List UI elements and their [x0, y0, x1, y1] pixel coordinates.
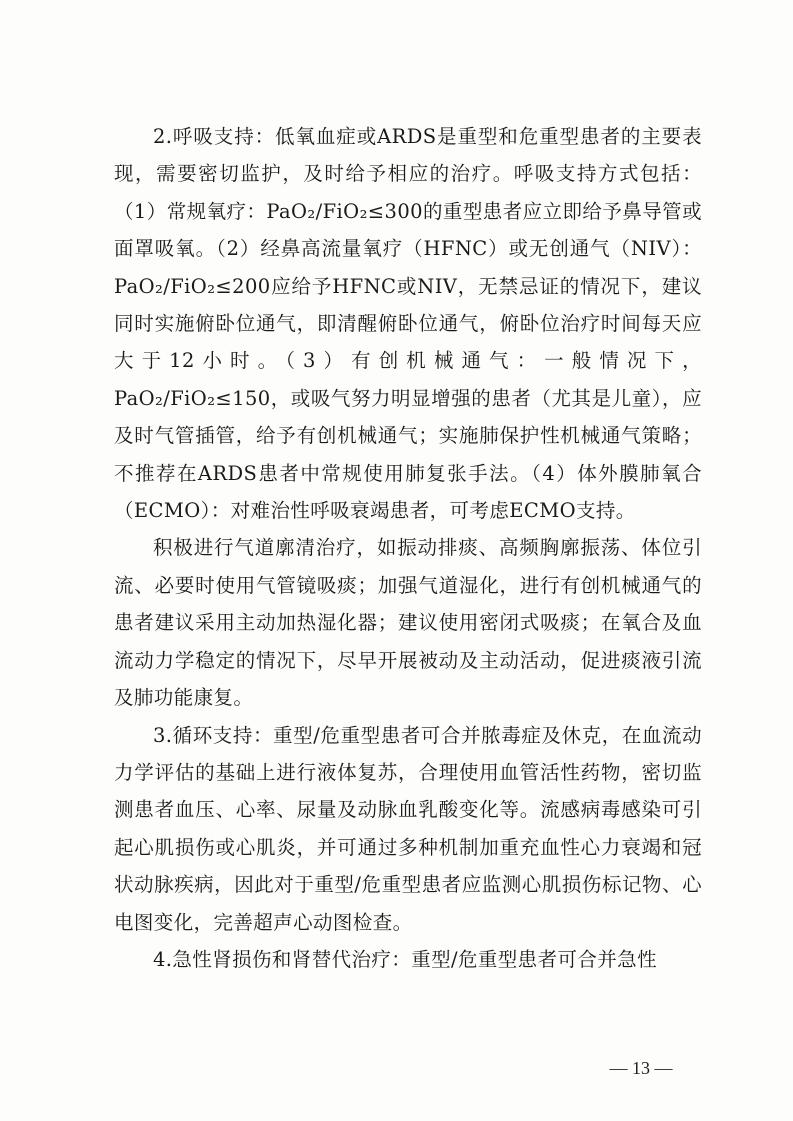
paragraph-airway-clearance: 积极进行气道廓清治疗，如振动排痰、高频胸廓振荡、体位引流、必要时使用气管镜吸痰；加强气道湿化，进行有创机械通气的患者建议采用主动加热湿化器；建议使用密闭式吸痰；在氧合及血流动力学稳定的情况下，尽早开展被动及主动活动，促进痰液引流及肺功能康复。 [114, 536, 702, 710]
paragraph-respiratory-support: 2.呼吸支持：低氧血症或ARDS是重型和危重型患者的主要表现，需要密切监护，及时给予相应的治疗。呼吸支持方式包括：（1）常规氧疗：PaO₂/FiO₂≤300的重型患者应立即给予鼻导管或面罩吸氧。（2）经鼻高流量氧疗（HFNC）或无创通气（NIV）：PaO₂/FiO₂≤200应给予HFNC或NIV，无禁忌证的情况下，建议同时实施俯卧位通气，即清醒俯卧位通气，俯卧位治疗时间每天应大于12小时。（3）有创机械通气：一般情况下，PaO₂/FiO₂≤150，或吸气努力明显增强的患者（尤其是儿童），应及时气管插管，给予有创机械通气；实施肺保护性机械通气策略；不推荐在ARDS患者中常规使用肺复张手法。（4）体外膜肺氧合（ECMO）：对难治性呼吸衰竭患者，可考虑ECMO支持。 [114, 125, 702, 523]
paragraph-circulatory-support: 3.循环支持：重型/危重型患者可合并脓毒症及休克，在血流动力学评估的基础上进行液体复苏，合理使用血管活性药物，密切监测患者血压、心率、尿量及动脉血乳酸变化等。流感病毒感染可引起心肌损伤或心肌炎，并可通过多种机制加重充血性心力衰竭和冠状动脉疾病，因此对于重型/危重型患者应监测心肌损伤标记物、心电图变化，完善超声心动图检查。 [114, 723, 702, 934]
body-text [114, 118, 702, 978]
page-number: — 13 — [609, 1058, 673, 1078]
paragraph-kidney-injury: 4.急性肾损伤和肾替代治疗：重型/危重型患者可合并急性 [153, 947, 657, 971]
